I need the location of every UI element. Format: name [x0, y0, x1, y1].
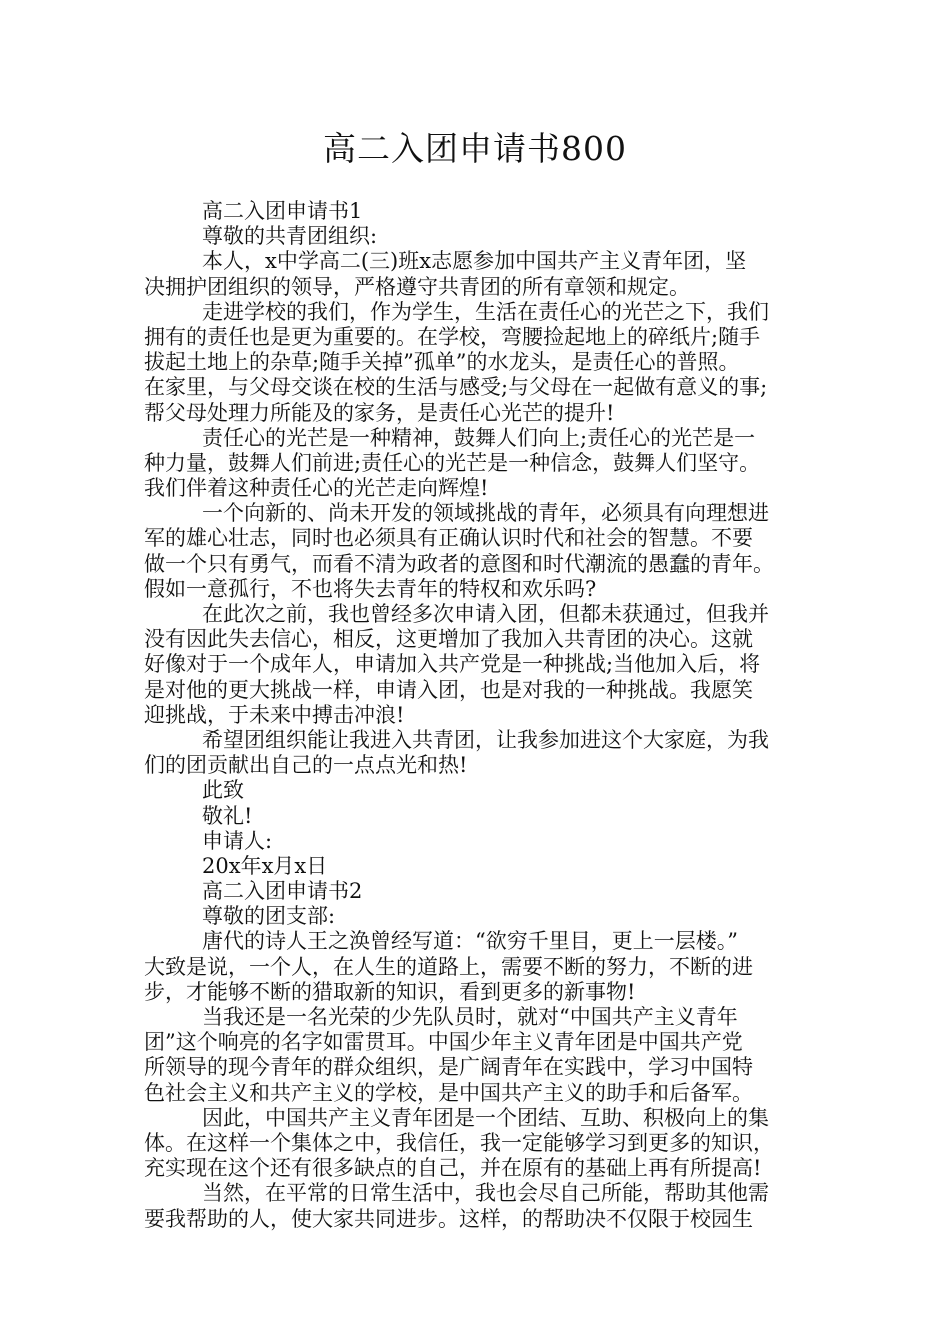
- text-line: 我们伴着这种责任心的光芒走向辉煌!: [144, 476, 489, 501]
- text-line: 做一个只有勇气，而看不清为政者的意图和时代潮流的愚蠢的青年。: [144, 551, 774, 576]
- text-line: 要我帮助的人，使大家共同进步。这样，的帮助决不仅限于校园生: [144, 1206, 753, 1231]
- text-line: 步，才能够不断的猎取新的知识，看到更多的新事物!: [144, 979, 636, 1004]
- text-line: 一个向新的、尚未开发的领域挑战的青年，必须具有向理想进: [202, 501, 769, 526]
- text-line: 尊敬的团支部:: [202, 904, 336, 929]
- text-line: 迎挑战，于未来中搏击冲浪!: [144, 702, 405, 727]
- text-line: 20x年x月x日: [202, 853, 328, 878]
- text-line: 大致是说，一个人，在人生的道路上，需要不断的努力，不断的进: [144, 954, 753, 979]
- text-line: 在家里，与父母交谈在校的生活与感受;与父母在一起做有意义的事;: [144, 375, 768, 400]
- text-line: 种力量，鼓舞人们前进;责任心的光芒是一种信念，鼓舞人们坚守。: [144, 450, 761, 475]
- text-line: 当然，在平常的日常生活中，我也会尽自己所能，帮助其他需: [202, 1181, 769, 1206]
- text-line: 此致: [202, 778, 244, 803]
- text-line: 希望团组织能让我进入共青团，让我参加进这个大家庭，为我: [202, 727, 769, 752]
- text-line: 好像对于一个成年人，申请加入共产党是一种挑战;当他加入后，将: [144, 652, 761, 677]
- text-line: 高二入团申请书2: [202, 879, 363, 904]
- text-line: 在此次之前，我也曾经多次申请入团，但都未获通过，但我并: [202, 602, 769, 626]
- text-line: 所领导的现今青年的群众组织，是广阔青年在实践中，学习中国特: [144, 1055, 753, 1080]
- text-line: 敬礼!: [202, 803, 253, 828]
- document-body: [144, 199, 814, 1232]
- text-line: 尊敬的共青团组织:: [202, 224, 378, 249]
- page-title: 高二入团申请书800: [323, 129, 627, 168]
- text-line: 假如一意孤行，不也将失去青年的特权和欢乐吗?: [144, 576, 597, 601]
- text-line: 走进学校的我们，作为学生，生活在责任心的光芒之下，我们: [202, 299, 769, 324]
- text-line: 拔起土地上的杂草;随手关掉”孤单”的水龙头，是责任心的普照。: [144, 350, 740, 375]
- text-line: 拥有的责任也是更为重要的。在学校，弯腰捡起地上的碎纸片;随手: [144, 324, 761, 349]
- text-line: 决拥护团组织的领导，严格遵守共青团的所有章领和规定。: [144, 274, 690, 299]
- text-line: 当我还是一名光荣的少先队员时，就对“中国共产主义青年: [202, 1005, 738, 1029]
- text-line: 体。在这样一个集体之中，我信任，我一定能够学习到更多的知识，: [144, 1130, 774, 1155]
- text-line: 色社会主义和共产主义的学校，是中国共产主义的助手和后备军。: [144, 1080, 753, 1105]
- text-line: 高二入团申请书1: [202, 199, 363, 223]
- text-line: 申请人:: [202, 828, 273, 853]
- text-line: 因此，中国共产主义青年团是一个团结、互助、积极向上的集: [202, 1105, 769, 1130]
- text-line: 责任心的光芒是一种精神，鼓舞人们向上;责任心的光芒是一: [202, 425, 756, 450]
- text-line: 帮父母处理力所能及的家务，是责任心光芒的提升!: [144, 400, 615, 425]
- text-line: 没有因此失去信心，相反，这更增加了我加入共青团的决心。这就: [144, 627, 753, 652]
- text-line: 唐代的诗人王之涣曾经写道：“欲穷千里目，更上一层楼。”: [202, 929, 738, 954]
- text-line: 充实现在这个还有很多缺点的自己，并在原有的基础上再有所提高!: [144, 1156, 762, 1181]
- text-line: 本人，x中学高二(三)班x志愿参加中国共产主义青年团，坚: [202, 249, 747, 274]
- text-line: 们的团贡献出自己的一点点光和热!: [144, 753, 468, 778]
- text-line: 是对他的更大挑战一样，申请入团，也是对我的一种挑战。我愿笑: [144, 677, 753, 702]
- text-line: 军的雄心壮志，同时也必须具有正确认识时代和社会的智慧。不要: [144, 526, 753, 551]
- text-line: 团”这个响亮的名字如雷贯耳。中国少年主义青年团是中国共产党: [144, 1030, 743, 1055]
